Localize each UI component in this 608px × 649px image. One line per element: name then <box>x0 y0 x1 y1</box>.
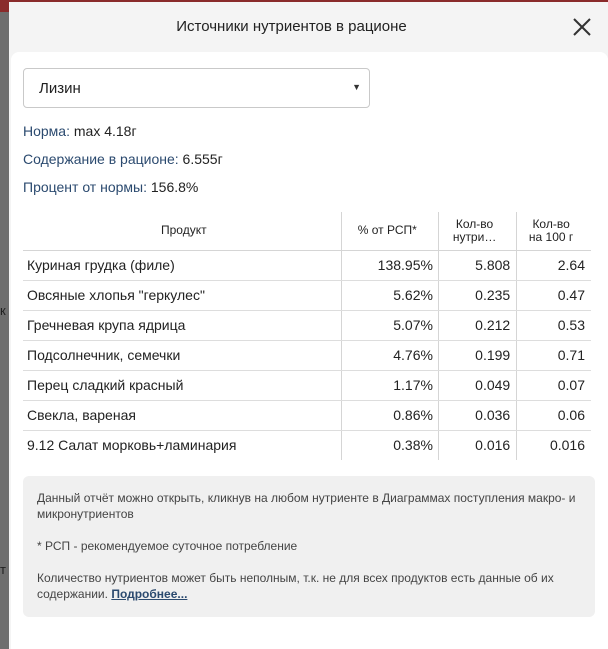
info-note <box>23 476 595 617</box>
table-row[interactable] <box>23 280 591 310</box>
cell-amount: 0.036 <box>438 400 516 430</box>
nutrient-select-value: Лизин <box>39 80 81 97</box>
cell-product: Свекла, вареная <box>23 400 341 430</box>
percent-line <box>23 179 198 195</box>
cell-amount: 0.212 <box>438 310 516 340</box>
table-row[interactable] <box>23 340 591 370</box>
cell-pct: 138.95% <box>341 250 438 280</box>
norm-value: max 4.18г <box>73 123 137 139</box>
header-amount[interactable] <box>438 212 516 250</box>
norm-label: Норма: <box>23 123 70 139</box>
cell-per100: 2.64 <box>517 250 591 280</box>
more-link[interactable]: Подробнее... <box>111 587 188 601</box>
cell-per100: 0.016 <box>517 430 591 460</box>
cell-pct: 5.62% <box>341 280 438 310</box>
header-amount-line1: Кол-во <box>455 216 494 231</box>
nutrient-sources-table <box>23 212 591 460</box>
close-icon <box>571 16 593 38</box>
note-line-report: Данный отчёт можно открыть, кликнув на любом нутриенте в Диаграммах поступления макро- и микронутриентов <box>37 491 576 521</box>
content-label: Содержание в рационе: <box>23 151 179 167</box>
modal-title: Источники нутриентов в рационе <box>176 18 407 35</box>
modal-header <box>9 2 608 52</box>
cell-pct: 5.07% <box>341 310 438 340</box>
backdrop-text-fragment: т <box>0 562 6 577</box>
content-line <box>23 151 223 167</box>
header-amount-line2: нутри… <box>452 229 497 244</box>
cell-product: Гречневая крупа ядрица <box>23 310 341 340</box>
cell-pct: 4.76% <box>341 340 438 370</box>
cell-product: Овсяные хлопья "геркулес" <box>23 280 341 310</box>
cell-pct: 0.38% <box>341 430 438 460</box>
header-per100-line2: на 100 г <box>528 229 574 244</box>
cell-product: Подсолнечник, семечки <box>23 340 341 370</box>
cell-per100: 0.71 <box>517 340 591 370</box>
cell-pct: 1.17% <box>341 370 438 400</box>
header-per100-line1: Кол-во <box>532 216 570 231</box>
note-line-rsp: * РСП - рекомендуемое суточное потребление <box>37 539 298 553</box>
table-row[interactable] <box>23 250 591 280</box>
cell-amount: 0.016 <box>438 430 516 460</box>
percent-label: Процент от нормы: <box>23 179 147 195</box>
nutrient-select[interactable] <box>23 68 370 108</box>
chevron-down-icon: ▼ <box>352 82 361 92</box>
header-product[interactable]: Продукт <box>23 212 341 250</box>
header-per100[interactable] <box>517 212 591 250</box>
modal-body <box>11 52 608 649</box>
table-row[interactable] <box>23 370 591 400</box>
nutrient-sources-modal <box>9 2 608 649</box>
cell-per100: 0.47 <box>517 280 591 310</box>
cell-per100: 0.06 <box>517 400 591 430</box>
table-row[interactable] <box>23 310 591 340</box>
cell-amount: 0.049 <box>438 370 516 400</box>
close-button[interactable] <box>571 16 593 38</box>
cell-product: Перец сладкий красный <box>23 370 341 400</box>
cell-product: 9.12 Салат морковь+ламинария <box>27 437 237 454</box>
backdrop-text-fragment: к <box>0 303 6 318</box>
content-value: 6.555г <box>182 151 223 167</box>
table-row[interactable] <box>23 400 591 430</box>
table-row[interactable] <box>23 430 591 460</box>
percent-value: 156.8% <box>150 179 199 195</box>
cell-amount: 0.199 <box>438 340 516 370</box>
cell-amount: 5.808 <box>438 250 516 280</box>
note-line-incomplete <box>37 570 581 602</box>
cell-amount: 0.235 <box>438 280 516 310</box>
norm-line <box>23 123 137 139</box>
note-incomplete-text: Количество нутриентов может быть неполным, т.к. не для всех продуктов есть данные об их содержании. <box>37 571 554 601</box>
cell-per100: 0.07 <box>517 370 591 400</box>
cell-pct: 0.86% <box>341 400 438 430</box>
cell-per100: 0.53 <box>517 310 591 340</box>
header-pct[interactable]: % от РСП* <box>341 212 438 250</box>
table-header-row <box>23 212 591 250</box>
cell-product: Куриная грудка (филе) <box>23 250 341 280</box>
